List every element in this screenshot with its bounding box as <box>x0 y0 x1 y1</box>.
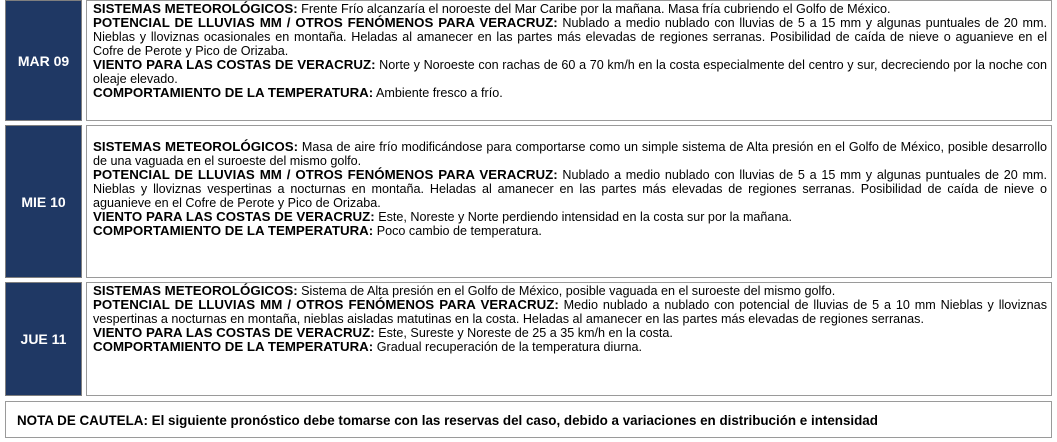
day-label: MAR 09 <box>5 0 82 121</box>
sistemas-paragraph <box>93 140 1047 168</box>
lluvias-paragraph <box>93 298 1047 326</box>
forecast-row-jue-11 <box>5 282 1052 396</box>
lluvias-label: POTENCIAL DE LLUVIAS MM / OTROS FENÓMENOS PARA VERACRUZ: <box>93 167 558 182</box>
forecast-row-mie-10 <box>5 125 1052 278</box>
lluvias-text: Nublado a medio nublado con lluvias de 5 a 15 mm y algunas puntuales de 20 mm. Nieblas y lloviznas ocasionales en montaña. Heladas al amanecer en las partes más elevadas de regiones serranas. Posibilidad de caída de nieve o aguanieve en el Cofre de Perote y Pico de Orizaba. <box>93 16 1047 58</box>
viento-label: VIENTO PARA LAS COSTAS DE VERACRUZ: <box>93 325 375 340</box>
lluvias-text: Medio nublado a nublado con potencial de lluvias de 5 a 10 mm Nieblas y lloviznas vespertinas a nocturnas en montaña, nieblas aisladas matutinas en la costa. Heladas al amanecer en las partes más elevadas de regiones serranas. <box>93 298 1047 326</box>
lluvias-label: POTENCIAL DE LLUVIAS MM / OTROS FENÓMENOS PARA VERACRUZ: <box>93 297 559 312</box>
sistemas-label: SISTEMAS METEOROLÓGICOS: <box>93 1 298 16</box>
sistemas-text: Frente Frío alcanzaría el noroeste del Mar Caribe por la mañana. Masa fría cubriendo el Golfo de México. <box>297 2 891 16</box>
temperatura-label: COMPORTAMIENTO DE LA TEMPERATURA: <box>93 339 374 354</box>
temperatura-label: COMPORTAMIENTO DE LA TEMPERATURA: <box>93 223 374 238</box>
temperatura-text: Gradual recuperación de la temperatura diurna. <box>373 340 643 354</box>
sistemas-paragraph <box>93 284 1047 298</box>
sistemas-text: Sistema de Alta presión en el Golfo de México, posible vaguada en el suroeste del mismo golfo. <box>297 284 836 298</box>
viento-paragraph <box>93 210 1047 224</box>
sistemas-paragraph <box>93 2 1047 16</box>
viento-paragraph <box>93 58 1047 86</box>
temperatura-text: Ambiente fresco a frío. <box>373 86 503 100</box>
caution-note: NOTA DE CAUTELA: El siguiente pronóstico debe tomarse con las reservas del caso, debido a variaciones en distribución e intensidad <box>5 401 1052 438</box>
sistemas-label: SISTEMAS METEOROLÓGICOS: <box>93 139 299 154</box>
temperatura-paragraph <box>93 340 1047 354</box>
forecast-row-mar-09 <box>5 0 1052 121</box>
lluvias-paragraph <box>93 168 1047 210</box>
forecast-text <box>86 125 1052 278</box>
viento-label: VIENTO PARA LAS COSTAS DE VERACRUZ: <box>93 57 376 72</box>
sistemas-label: SISTEMAS METEOROLÓGICOS: <box>93 283 298 298</box>
viento-text: Este, Noreste y Norte perdiendo intensidad en la costa sur por la mañana. <box>374 210 792 224</box>
day-label: JUE 11 <box>5 282 82 396</box>
temperatura-paragraph <box>93 224 1047 238</box>
temperatura-paragraph <box>93 86 1047 100</box>
lluvias-paragraph <box>93 16 1047 58</box>
viento-paragraph <box>93 326 1047 340</box>
forecast-text <box>86 282 1052 396</box>
lluvias-text: Nublado a medio nublado con lluvias de 5 a 15 mm y algunas puntuales de 20 mm. Nieblas y lloviznas vespertinas a nocturnas en montaña. Heladas al amanecer en las partes más elevadas de regiones serranas. Posibilidad de caída de nieve o aguanieve en el Cofre de Perote y Pico de Orizaba. <box>93 168 1047 210</box>
temperatura-label: COMPORTAMIENTO DE LA TEMPERATURA: <box>93 85 374 100</box>
day-label: MIE 10 <box>5 125 82 278</box>
viento-text: Norte y Noroeste con rachas de 60 a 70 km/h en la costa especialmente del centro y sur, decreciendo por la noche con oleaje elevado. <box>93 58 1047 86</box>
lluvias-label: POTENCIAL DE LLUVIAS MM / OTROS FENÓMENOS PARA VERACRUZ: <box>93 15 558 30</box>
viento-label: VIENTO PARA LAS COSTAS DE VERACRUZ: <box>93 209 375 224</box>
forecast-text <box>86 0 1052 121</box>
temperatura-text: Poco cambio de temperatura. <box>373 224 542 238</box>
viento-text: Este, Sureste y Noreste de 25 a 35 km/h en la costa. <box>374 326 673 340</box>
sistemas-text: Masa de aire frío modificándose para comportarse como un simple sistema de Alta presión en el Golfo de México, posible desarrollo de una vaguada en el suroeste del mismo golfo. <box>93 140 1047 168</box>
